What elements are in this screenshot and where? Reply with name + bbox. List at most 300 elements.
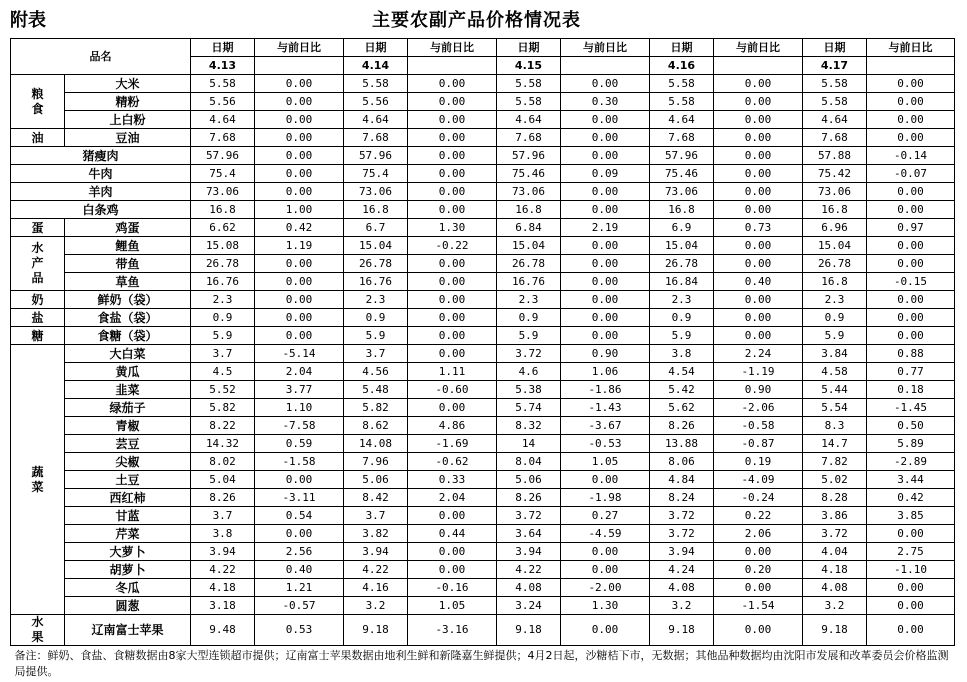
price-cell: 6.84 (497, 219, 561, 237)
category-label: 蛋 (31, 221, 45, 236)
price-cell: 5.58 (191, 75, 255, 93)
price-cell: 5.58 (344, 75, 408, 93)
price-cell: 5.9 (650, 327, 714, 345)
price-cell: 16.76 (344, 273, 408, 291)
product-name: 牛肉 (11, 165, 191, 183)
change-cell: 0.00 (255, 525, 344, 543)
change-cell: 0.00 (561, 471, 650, 489)
price-cell: 8.06 (650, 453, 714, 471)
table-row (11, 93, 955, 111)
price-cell: 9.18 (344, 615, 408, 646)
price-cell: 57.96 (344, 147, 408, 165)
change-cell: 0.00 (408, 93, 497, 111)
product-name: 冬瓜 (65, 579, 191, 597)
price-cell: 3.2 (803, 597, 867, 615)
price-cell: 57.88 (803, 147, 867, 165)
price-cell: 5.74 (497, 399, 561, 417)
price-cell: 3.82 (344, 525, 408, 543)
change-cell: 1.19 (255, 237, 344, 255)
footnote: 备注：鲜奶、食盐、食糖数据由8家大型连锁超市提供；辽南富士苹果数据由地利生鲜和新隆嘉生鲜提供；4月2日起，沙糖桔下市，无数据；其他品种数据均由沈阳市发展和改革委员会价格监测局提供。 (11, 646, 955, 682)
change-cell: 2.04 (408, 489, 497, 507)
change-cell: 2.56 (255, 543, 344, 561)
change-cell: 0.00 (255, 183, 344, 201)
price-cell: 7.68 (344, 129, 408, 147)
price-cell: 8.04 (497, 453, 561, 471)
price-cell: 5.9 (191, 327, 255, 345)
price-cell: 8.24 (650, 489, 714, 507)
change-cell: 1.05 (408, 597, 497, 615)
price-cell: 57.96 (191, 147, 255, 165)
change-cell: 0.00 (255, 111, 344, 129)
product-name: 食糖（袋） (65, 327, 191, 345)
change-cell: -7.58 (255, 417, 344, 435)
price-cell: 73.06 (497, 183, 561, 201)
change-cell: 0.00 (255, 93, 344, 111)
price-cell: 8.26 (650, 417, 714, 435)
change-cell: 0.00 (714, 579, 803, 597)
table-row (11, 201, 955, 219)
price-cell: 26.78 (650, 255, 714, 273)
compare-header: 与前日比 (255, 39, 344, 57)
category-label: 蔬菜 (31, 465, 45, 495)
change-cell: 0.00 (867, 291, 955, 309)
change-cell: 0.00 (561, 615, 650, 646)
date-value: 4.13 (191, 57, 255, 75)
change-cell: 0.00 (561, 201, 650, 219)
price-cell: 3.8 (650, 345, 714, 363)
change-cell: 0.54 (255, 507, 344, 525)
price-cell: 3.72 (650, 507, 714, 525)
product-name: 土豆 (65, 471, 191, 489)
price-cell: 16.76 (191, 273, 255, 291)
price-cell: 5.58 (803, 93, 867, 111)
empty-cell (561, 57, 650, 75)
change-cell: 0.00 (867, 525, 955, 543)
change-cell: 0.00 (867, 327, 955, 345)
price-cell: 7.68 (803, 129, 867, 147)
price-cell: 73.06 (650, 183, 714, 201)
table-row (11, 489, 955, 507)
change-cell: 0.00 (408, 543, 497, 561)
price-cell: 6.62 (191, 219, 255, 237)
price-cell: 16.8 (803, 201, 867, 219)
change-cell: 0.00 (714, 291, 803, 309)
change-cell: -1.86 (561, 381, 650, 399)
change-cell: 0.00 (408, 201, 497, 219)
change-cell: 0.00 (714, 255, 803, 273)
change-cell: 3.85 (867, 507, 955, 525)
change-cell: 0.00 (255, 309, 344, 327)
price-cell: 16.76 (497, 273, 561, 291)
category-label: 盐 (31, 311, 45, 326)
price-cell: 75.46 (497, 165, 561, 183)
change-cell: 0.40 (255, 561, 344, 579)
compare-header: 与前日比 (714, 39, 803, 57)
change-cell: 0.00 (255, 147, 344, 165)
table-row (11, 399, 955, 417)
category-cell (11, 309, 65, 327)
product-name: 上白粉 (65, 111, 191, 129)
price-cell: 5.06 (497, 471, 561, 489)
product-name: 羊肉 (11, 183, 191, 201)
price-cell: 3.2 (650, 597, 714, 615)
change-cell: 0.00 (714, 615, 803, 646)
price-cell: 3.7 (344, 345, 408, 363)
change-cell: -3.67 (561, 417, 650, 435)
price-cell: 73.06 (191, 183, 255, 201)
change-cell: 1.30 (561, 597, 650, 615)
date-value: 4.15 (497, 57, 561, 75)
price-cell: 4.6 (497, 363, 561, 381)
change-cell: -2.00 (561, 579, 650, 597)
price-cell: 4.08 (650, 579, 714, 597)
price-cell: 4.58 (803, 363, 867, 381)
category-cell (11, 291, 65, 309)
price-cell: 8.02 (191, 453, 255, 471)
table-row (11, 435, 955, 453)
price-cell: 4.08 (803, 579, 867, 597)
price-cell: 5.44 (803, 381, 867, 399)
price-cell: 3.72 (803, 525, 867, 543)
change-cell: 0.00 (561, 147, 650, 165)
product-name: 绿茄子 (65, 399, 191, 417)
price-cell: 3.72 (650, 525, 714, 543)
change-cell: 1.10 (255, 399, 344, 417)
change-cell: -2.06 (714, 399, 803, 417)
price-cell: 8.26 (191, 489, 255, 507)
price-cell: 5.9 (803, 327, 867, 345)
change-cell: -1.69 (408, 435, 497, 453)
change-cell: 0.90 (561, 345, 650, 363)
change-cell: 0.59 (255, 435, 344, 453)
category-cell (11, 75, 65, 129)
change-cell: 1.00 (255, 201, 344, 219)
change-cell: 0.77 (867, 363, 955, 381)
price-cell: 5.54 (803, 399, 867, 417)
change-cell: 0.00 (867, 579, 955, 597)
price-cell: 3.84 (803, 345, 867, 363)
change-cell: 0.00 (408, 327, 497, 345)
change-cell: 0.18 (867, 381, 955, 399)
compare-header: 与前日比 (408, 39, 497, 57)
price-cell: 75.4 (344, 165, 408, 183)
table-row (11, 111, 955, 129)
change-cell: -1.19 (714, 363, 803, 381)
price-cell: 14 (497, 435, 561, 453)
change-cell: -0.15 (867, 273, 955, 291)
price-cell: 75.42 (803, 165, 867, 183)
change-cell: -1.43 (561, 399, 650, 417)
category-label: 糖 (31, 329, 45, 344)
price-cell: 3.8 (191, 525, 255, 543)
price-cell: 5.48 (344, 381, 408, 399)
product-name: 大萝卜 (65, 543, 191, 561)
change-cell: 0.00 (408, 75, 497, 93)
table-row (11, 615, 955, 646)
product-name: 猪瘦肉 (11, 147, 191, 165)
change-cell: -5.14 (255, 345, 344, 363)
table-row (11, 381, 955, 399)
price-cell: 16.84 (650, 273, 714, 291)
price-cell: 16.8 (344, 201, 408, 219)
change-cell: 0.53 (255, 615, 344, 646)
price-cell: 57.96 (497, 147, 561, 165)
price-cell: 9.18 (650, 615, 714, 646)
change-cell: 0.27 (561, 507, 650, 525)
product-name: 白条鸡 (11, 201, 191, 219)
product-name: 大米 (65, 75, 191, 93)
change-cell: -4.09 (714, 471, 803, 489)
category-cell (11, 219, 65, 237)
price-cell: 8.42 (344, 489, 408, 507)
product-name: 芸豆 (65, 435, 191, 453)
price-cell: 6.7 (344, 219, 408, 237)
change-cell: 0.00 (561, 291, 650, 309)
table-row (11, 525, 955, 543)
price-cell: 8.62 (344, 417, 408, 435)
price-cell: 26.78 (497, 255, 561, 273)
price-cell: 5.58 (650, 75, 714, 93)
price-cell: 15.04 (497, 237, 561, 255)
product-name: 草鱼 (65, 273, 191, 291)
change-cell: 0.42 (867, 489, 955, 507)
table-row (11, 507, 955, 525)
table-row (11, 165, 955, 183)
change-cell: 5.89 (867, 435, 955, 453)
change-cell: 0.00 (867, 93, 955, 111)
change-cell: 0.00 (255, 255, 344, 273)
change-cell: 4.86 (408, 417, 497, 435)
category-cell (11, 327, 65, 345)
product-name: 精粉 (65, 93, 191, 111)
category-label: 奶 (31, 293, 45, 308)
price-cell: 5.62 (650, 399, 714, 417)
change-cell: 0.97 (867, 219, 955, 237)
change-cell: 0.00 (714, 237, 803, 255)
change-cell: 0.00 (561, 543, 650, 561)
change-cell: 2.24 (714, 345, 803, 363)
price-cell: 15.04 (650, 237, 714, 255)
change-cell: 0.00 (408, 399, 497, 417)
change-cell: -1.10 (867, 561, 955, 579)
date-value: 4.17 (803, 57, 867, 75)
change-cell: 3.44 (867, 471, 955, 489)
table-row (11, 417, 955, 435)
change-cell: 1.05 (561, 453, 650, 471)
change-cell: 0.00 (714, 111, 803, 129)
change-cell: 0.00 (255, 75, 344, 93)
price-cell: 8.26 (497, 489, 561, 507)
change-cell: 0.73 (714, 219, 803, 237)
price-cell: 7.68 (191, 129, 255, 147)
table-row (11, 219, 955, 237)
change-cell: 0.00 (714, 129, 803, 147)
price-cell: 4.5 (191, 363, 255, 381)
change-cell: 0.00 (714, 309, 803, 327)
change-cell: 0.00 (255, 327, 344, 345)
price-cell: 5.04 (191, 471, 255, 489)
change-cell: 0.88 (867, 345, 955, 363)
change-cell: 0.00 (561, 75, 650, 93)
product-name: 食盐（袋） (65, 309, 191, 327)
table-row (11, 237, 955, 255)
change-cell: 1.30 (408, 219, 497, 237)
change-cell: 0.44 (408, 525, 497, 543)
change-cell: 0.00 (408, 309, 497, 327)
change-cell: -0.57 (255, 597, 344, 615)
product-name: 豆油 (65, 129, 191, 147)
price-cell: 26.78 (191, 255, 255, 273)
date-header: 日期 (803, 39, 867, 57)
change-cell: 2.75 (867, 543, 955, 561)
change-cell: 2.06 (714, 525, 803, 543)
price-cell: 4.04 (803, 543, 867, 561)
change-cell: 0.00 (255, 165, 344, 183)
price-cell: 4.16 (344, 579, 408, 597)
price-cell: 4.64 (803, 111, 867, 129)
category-label: 水果 (31, 615, 45, 645)
change-cell: 0.42 (255, 219, 344, 237)
change-cell: 0.00 (561, 183, 650, 201)
product-name: 鲜奶（袋） (65, 291, 191, 309)
price-cell: 0.9 (650, 309, 714, 327)
price-cell: 57.96 (650, 147, 714, 165)
product-name: 青椒 (65, 417, 191, 435)
change-cell: 0.00 (408, 507, 497, 525)
product-name: 辽南富士苹果 (65, 615, 191, 646)
price-cell: 4.08 (497, 579, 561, 597)
change-cell: -0.60 (408, 381, 497, 399)
price-cell: 4.22 (497, 561, 561, 579)
change-cell: 0.00 (408, 165, 497, 183)
change-cell: 0.00 (255, 273, 344, 291)
change-cell: 0.19 (714, 453, 803, 471)
change-cell: -0.07 (867, 165, 955, 183)
price-cell: 5.56 (191, 93, 255, 111)
price-cell: 5.9 (344, 327, 408, 345)
price-cell: 16.8 (803, 273, 867, 291)
change-cell: 0.00 (867, 309, 955, 327)
change-cell: 0.00 (714, 147, 803, 165)
price-table (10, 38, 955, 682)
empty-cell (714, 57, 803, 75)
price-cell: 9.48 (191, 615, 255, 646)
price-cell: 75.46 (650, 165, 714, 183)
table-row (11, 543, 955, 561)
price-cell: 5.9 (497, 327, 561, 345)
date-value: 4.14 (344, 57, 408, 75)
change-cell: -1.98 (561, 489, 650, 507)
price-cell: 7.82 (803, 453, 867, 471)
price-cell: 8.32 (497, 417, 561, 435)
change-cell: 0.00 (867, 129, 955, 147)
price-cell: 4.22 (191, 561, 255, 579)
page-title: 主要农副产品价格情况表 (372, 6, 581, 32)
price-cell: 26.78 (344, 255, 408, 273)
category-cell (11, 237, 65, 291)
change-cell: 0.00 (714, 93, 803, 111)
table-row (11, 291, 955, 309)
price-cell: 14.32 (191, 435, 255, 453)
change-cell: 0.00 (714, 75, 803, 93)
price-cell: 5.52 (191, 381, 255, 399)
date-header: 日期 (497, 39, 561, 57)
price-cell: 3.7 (191, 507, 255, 525)
price-cell: 3.94 (191, 543, 255, 561)
price-cell: 8.22 (191, 417, 255, 435)
table-row (11, 597, 955, 615)
price-cell: 8.3 (803, 417, 867, 435)
change-cell: -0.62 (408, 453, 497, 471)
change-cell: -0.87 (714, 435, 803, 453)
change-cell: 0.09 (561, 165, 650, 183)
price-cell: 7.68 (497, 129, 561, 147)
empty-cell (408, 57, 497, 75)
price-cell: 3.2 (344, 597, 408, 615)
table-row (11, 147, 955, 165)
category-label: 粮食 (31, 87, 45, 117)
date-header: 日期 (344, 39, 408, 57)
change-cell: 0.00 (408, 273, 497, 291)
price-cell: 3.72 (497, 507, 561, 525)
price-cell: 5.06 (344, 471, 408, 489)
price-cell: 6.96 (803, 219, 867, 237)
change-cell: -0.16 (408, 579, 497, 597)
header-row (11, 39, 955, 57)
table-row (11, 345, 955, 363)
change-cell: 0.00 (714, 183, 803, 201)
price-cell: 4.64 (344, 111, 408, 129)
price-cell: 2.3 (803, 291, 867, 309)
price-cell: 16.8 (650, 201, 714, 219)
empty-cell (867, 57, 955, 75)
product-name: 胡萝卜 (65, 561, 191, 579)
change-cell: 0.00 (408, 183, 497, 201)
change-cell: 0.00 (867, 615, 955, 646)
change-cell: 0.00 (867, 75, 955, 93)
change-cell: -2.89 (867, 453, 955, 471)
change-cell: -0.53 (561, 435, 650, 453)
change-cell: -0.24 (714, 489, 803, 507)
price-cell: 2.3 (344, 291, 408, 309)
change-cell: 0.40 (714, 273, 803, 291)
change-cell: -1.54 (714, 597, 803, 615)
price-cell: 3.72 (497, 345, 561, 363)
price-cell: 4.24 (650, 561, 714, 579)
change-cell: 0.00 (714, 543, 803, 561)
change-cell: 0.20 (714, 561, 803, 579)
change-cell: -0.58 (714, 417, 803, 435)
table-row (11, 129, 955, 147)
table-row (11, 471, 955, 489)
price-cell: 3.86 (803, 507, 867, 525)
category-cell (11, 129, 65, 147)
category-label: 油 (31, 131, 45, 146)
change-cell: -3.11 (255, 489, 344, 507)
price-cell: 5.56 (344, 93, 408, 111)
product-name: 鸡蛋 (65, 219, 191, 237)
change-cell: 0.30 (561, 93, 650, 111)
price-cell: 73.06 (803, 183, 867, 201)
change-cell: 0.00 (561, 273, 650, 291)
change-cell: -0.22 (408, 237, 497, 255)
date-header: 日期 (650, 39, 714, 57)
change-cell: -0.14 (867, 147, 955, 165)
price-cell: 15.08 (191, 237, 255, 255)
price-cell: 8.28 (803, 489, 867, 507)
product-name: 西红柿 (65, 489, 191, 507)
change-cell: 0.22 (714, 507, 803, 525)
